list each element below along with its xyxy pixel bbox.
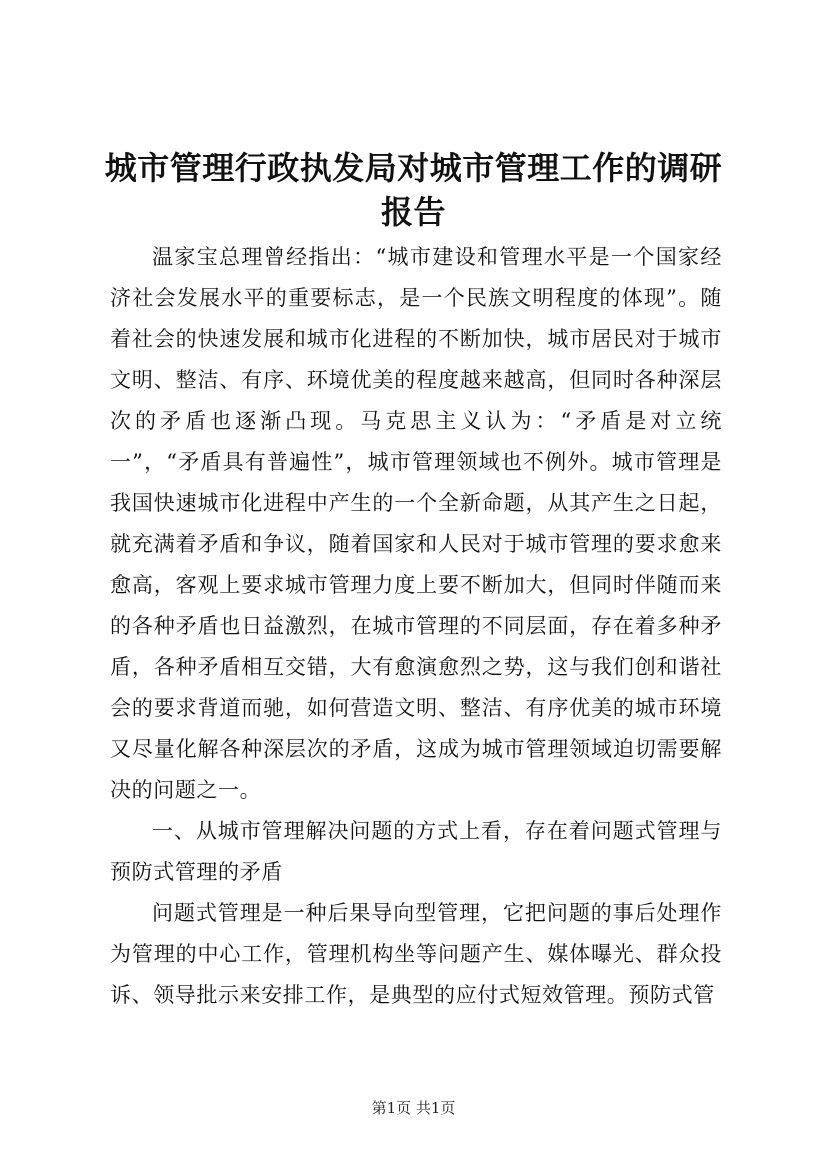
document-body xyxy=(110,237,722,1016)
paragraph-intro: 温家宝总理曾经指出：“城市建设和管理水平是一个国家经济社会发展水平的重要标志，是一个民族文明程度的体现”。随着社会的快速发展和城市化进程的不断加快，城市居民对于城市文明、整洁、有序、环境优美的程度越来越高，但同时各种深层次的矛盾也逐渐凸现。马克思主义认为：“矛盾是对立统一”，“矛盾具有普遍性”，城市管理领域也不例外。城市管理是我国快速城市化进程中产生的一个全新命题，从其产生之日起，就充满着矛盾和争议，随着国家和人民对于城市管理的要求愈来愈高，客观上要求城市管理力度上要不断加大，但同时伴随而来的各种矛盾也日益激烈，在城市管理的不同层面，存在着多种矛盾，各种矛盾相互交错，大有愈演愈烈之势，这与我们创和谐社会的要求背道而驰，如何营造文明、整洁、有序优美的城市环境又尽量化解各种深层次的矛盾，这成为城市管理领域迫切需要解决的问题之一。 xyxy=(110,245,722,802)
paragraph-section-heading: 一、从城市管理解决问题的方式上看，存在着问题式管理与预防式管理的矛盾 xyxy=(110,819,722,884)
page-number-footer: 第1页 共1页 xyxy=(371,1099,456,1117)
document-title: 城市管理行政执发局对城市管理工作的调研报告 xyxy=(104,149,723,231)
paragraph-problem-management: 问题式管理是一种后果导向型管理，它把问题的事后处理作为管理的中心工作，管理机构坐等问题产生、媒体曝光、群众投诉、领导批示来安排工作，是典型的应付式短效管理。预防式管 xyxy=(110,901,722,1007)
